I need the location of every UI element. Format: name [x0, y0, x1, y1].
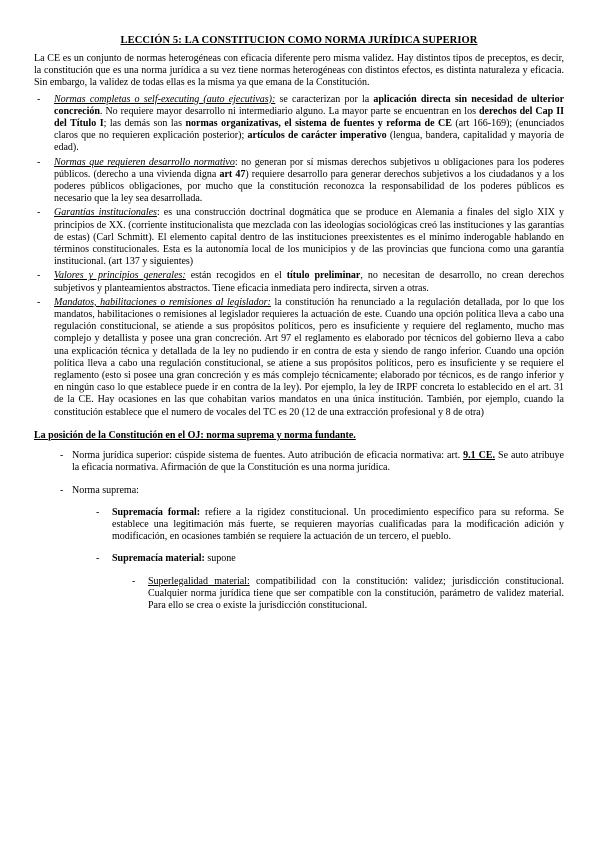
bullet-dash: - — [132, 575, 136, 587]
list-item-text — [54, 207, 564, 268]
list-item-text — [112, 507, 564, 544]
text-run: (lengua, bandera, capitalidad y mayoría de edad). — [54, 130, 564, 154]
text-run: Norma suprema: — [72, 484, 139, 496]
bold-run: art 47 — [219, 168, 246, 180]
bullet-dash: - — [60, 450, 64, 462]
text-run: , no necesitan de desarrollo, no crean derechos subjetivos y planteamientos abstractos. Tiene eficacia inmediata pero indirecta, sirven a otras. — [54, 270, 564, 294]
bold-run: normas organizativas, el sistema de fuentes y reforma de CE — [185, 118, 452, 130]
item-label: Supremacía material: — [112, 553, 205, 565]
text-run: compatibilidad con la constitución: validez; jurisdicción constitucional. Cualquier norma jurídica tiene que ser compatible con la constitución, parámetro de validez material. Para ello se crea o existe la jurisdicción constitucional. — [148, 575, 564, 611]
item-label: Normas completas o self-executing (auto ejecutivas): — [54, 93, 276, 105]
text-run: están recogidos en el — [185, 270, 287, 282]
bold-run: título preliminar — [286, 270, 361, 282]
bold-run: aplicación directa sin necesidad de ulterior concreción — [54, 93, 565, 117]
bullet-dash: - — [96, 553, 100, 565]
list-item-superlegalidad — [34, 576, 564, 613]
item-label: Garantías institucionales — [54, 207, 157, 219]
bullet-dash: - — [60, 484, 64, 496]
bold-run: derechos del Cap II del Título I — [54, 105, 564, 130]
section-heading: La posición de la Constitución en el OJ: norma suprema y norma fundante. — [34, 429, 356, 441]
list-item-desarrollo-normativo — [34, 157, 564, 206]
list-item-text — [112, 553, 564, 565]
intro-paragraph: La CE es un conjunto de normas heterogéneas con eficacia diferente pero misma validez. Hay distintos tipos de preceptos, es decir, la constitución que es una norma jurídica a su vez tiene normas heterogéneas con distintos efectos, es distinta naturaleza y eficacia. Sin embargo, la validez de todas ellas es la misma ya que emana de la Constitución. — [34, 53, 564, 89]
item-label: Normas que requieren desarrollo normativo — [54, 156, 235, 168]
text-run: supone — [204, 553, 236, 565]
list-item-text — [148, 576, 564, 613]
list-item-norma-suprema — [34, 485, 564, 497]
list-item-supremacia-material — [34, 553, 564, 565]
bullet-dash: - — [37, 207, 41, 219]
text-run: ) requiere desarrollo para generar derechos subjetivos a los ciudadanos y a los poderes públicos obligaciones, por mucho que la constitución reconozca la responsabilidad de los poderes públicos es necesario que la ley sea desarrollada. — [54, 168, 564, 205]
bullet-dash: - — [37, 296, 41, 308]
text-run: Se auto atribuye la eficacia normativa. Afirmación de que la Constitución es una norma jurídica. — [72, 450, 564, 474]
list-item-text — [54, 157, 564, 206]
list-item-normas-completas — [34, 94, 564, 155]
list-item-supremacia-formal — [34, 507, 564, 544]
text-run: refiere a la rigidez constitucional. Un procedimiento específico para su reforma. Se establece una legitimación más fuerte, se requieren mayorías cualificadas para la modificación adición y modificación, en ocasiones también se requiere la actuación de un tercero, el pueblo. — [112, 506, 564, 543]
bullet-dash: - — [96, 506, 100, 518]
list-item-garantias — [34, 207, 564, 268]
list-item-text — [54, 297, 564, 419]
document-page — [34, 34, 564, 616]
text-run: la constitución ha renunciado a la regulación detallada, por lo que los mandatos, habilitaciones o remisiones al legislador requieres la actuación de este. Cuando una opción política lleva a cabo una regulación constitucional, se atiende a sus propósitos políticos, pero es insuficiente y requiere del reglamento, mucho mas complejo y detallista y posee una gran concreción. Art 97 el reglamento es elaborado por técnicos del gobierno lleva a cabo una explicación técnica y detallada de la ley no pudiendo ir en contra de esta y siendo de rango inferior. Cuando una opción política lleva a cabo una regulación constitucional, se atiene a sus propósitos políticos, pero es insuficiente y se requiere el reglamento (esto si posee una gran concreción y es más complejo técnicamente; elaborado por técnicos, es de rango inferior y en ningún caso lo que establece puede ir en contra de la ley). Por ejemplo, la ley de IRPF concreta lo establecido en el art. 31 de la CE. Hay ocasiones en las que cohabitan varios mandatos en una única institución. También, por ejemplo, cuando la constitución establece que el numero de vocales del TC es 20 (12 de una extracción profesional y 8 de otra) — [54, 296, 564, 418]
page-title: LECCIÓN 5: LA CONSTITUCION COMO NORMA JURÍDICA SUPERIOR — [120, 35, 478, 46]
item-label: Superlegalidad material: — [148, 575, 250, 587]
text-run: (art 166-169); (enunciados claros que no requieren explicación posterior); — [54, 118, 564, 142]
list-item-norma-superior — [34, 450, 564, 474]
text-run: : no generan por sí mismas derechos subjetivos u obligaciones para los poderes públicos. (derecho a una vivienda digna — [54, 156, 564, 180]
bullet-dash: - — [37, 156, 41, 168]
list-item-text — [72, 485, 564, 497]
text-run: : es una construcción doctrinal dogmática que se produce en Alemania a finales del siglo XIX y principios de XX. (corriente institucionalista que mezclada con las ideologías sociológicas creó las instituciones y las garantías de estas) (Carl Schmitt). El elemento capital dentro de las instituciones preexistentes es el mínimo inderogable hablando en términos constitucionales. Esta es la autonomía local de los municipios y de las provincias que funciona como una garantía institucional. (art 137 y siguientes) — [54, 207, 564, 268]
item-label: Mandatos, habilitaciones o remisiones al legislador: — [54, 296, 271, 308]
bold-run: 9.1 CE. — [463, 450, 496, 462]
list-item-valores — [34, 270, 564, 294]
list-item-text — [54, 94, 564, 155]
list-item-text — [54, 270, 564, 294]
bullet-dash: - — [37, 270, 41, 282]
text-run: ; las demás son las — [103, 118, 186, 130]
bold-run: artículos de carácter imperativo — [247, 130, 387, 142]
text-run: . No requiere mayor desarrollo ni intermediario alguno. La mayor parte se encuentran en los — [99, 105, 479, 117]
text-run: Norma jurídica superior: cúspide sistema de fuentes. Auto atribución de eficacia normativa: art. — [72, 450, 464, 462]
list-item-mandatos — [34, 297, 564, 419]
text-run: se caracterizan por la — [275, 93, 374, 105]
list-item-text — [72, 450, 564, 474]
item-label: Valores y principios generales: — [54, 270, 186, 282]
item-label: Supremacía formal: — [112, 506, 201, 518]
bullet-dash: - — [37, 93, 41, 105]
